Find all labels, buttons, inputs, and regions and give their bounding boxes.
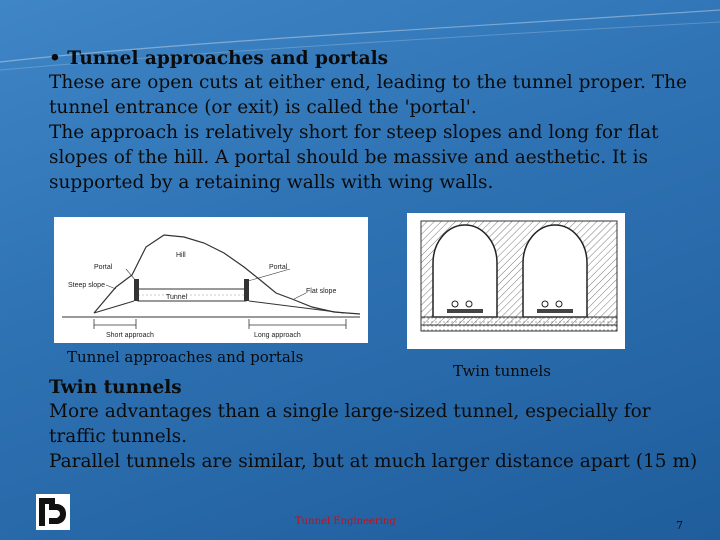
- twin-tunnels-diagram: [407, 213, 625, 349]
- twin-tunnels-figure: [407, 213, 625, 349]
- portal-right-label: Portal: [269, 264, 288, 271]
- paragraph-line: The approach is relatively short for steep slopes and long for flat: [49, 122, 659, 143]
- institution-logo: [36, 494, 70, 530]
- short-approach-label: Short approach: [106, 332, 154, 339]
- section2-line: Parallel tunnels are similar, but at much larger distance apart (15 m): [49, 451, 698, 472]
- steep-slope-label: Steep slope: [68, 282, 105, 289]
- figure1-caption: Tunnel approaches and portals: [67, 348, 304, 366]
- tunnel-label: Tunnel: [166, 294, 188, 301]
- paragraph-line: supported by a retaining walls with wing walls.: [49, 172, 494, 193]
- section2-heading: Twin tunnels: [49, 377, 182, 398]
- section2-line: traffic tunnels.: [49, 426, 188, 447]
- footer-title: Tunnel Engineering: [295, 516, 396, 527]
- paragraph-line: slopes of the hill. A portal should be massive and aesthetic. It is: [49, 147, 648, 168]
- tunnel-approaches-diagram: [54, 217, 368, 343]
- tunnel-approaches-figure: [54, 217, 368, 343]
- paragraph-line: These are open cuts at either end, leading to the tunnel proper. The: [49, 72, 687, 93]
- intro-text-block: [49, 48, 709, 195]
- portal-left-label: Portal: [94, 264, 113, 271]
- slide-heading: • Tunnel approaches and portals: [49, 48, 389, 69]
- paragraph-line: tunnel entrance (or exit) is called the 'portal'.: [49, 97, 477, 118]
- page-number: 7: [676, 519, 683, 532]
- hill-label: Hill: [176, 252, 186, 259]
- twin-tunnels-section: [49, 377, 709, 474]
- flat-slope-label: Flat slope: [306, 288, 337, 295]
- long-approach-label: Long approach: [254, 332, 301, 339]
- section2-line: More advantages than a single large-sized tunnel, especially for: [49, 401, 651, 422]
- logo-icon: [36, 494, 70, 530]
- figure2-caption: Twin tunnels: [453, 362, 551, 380]
